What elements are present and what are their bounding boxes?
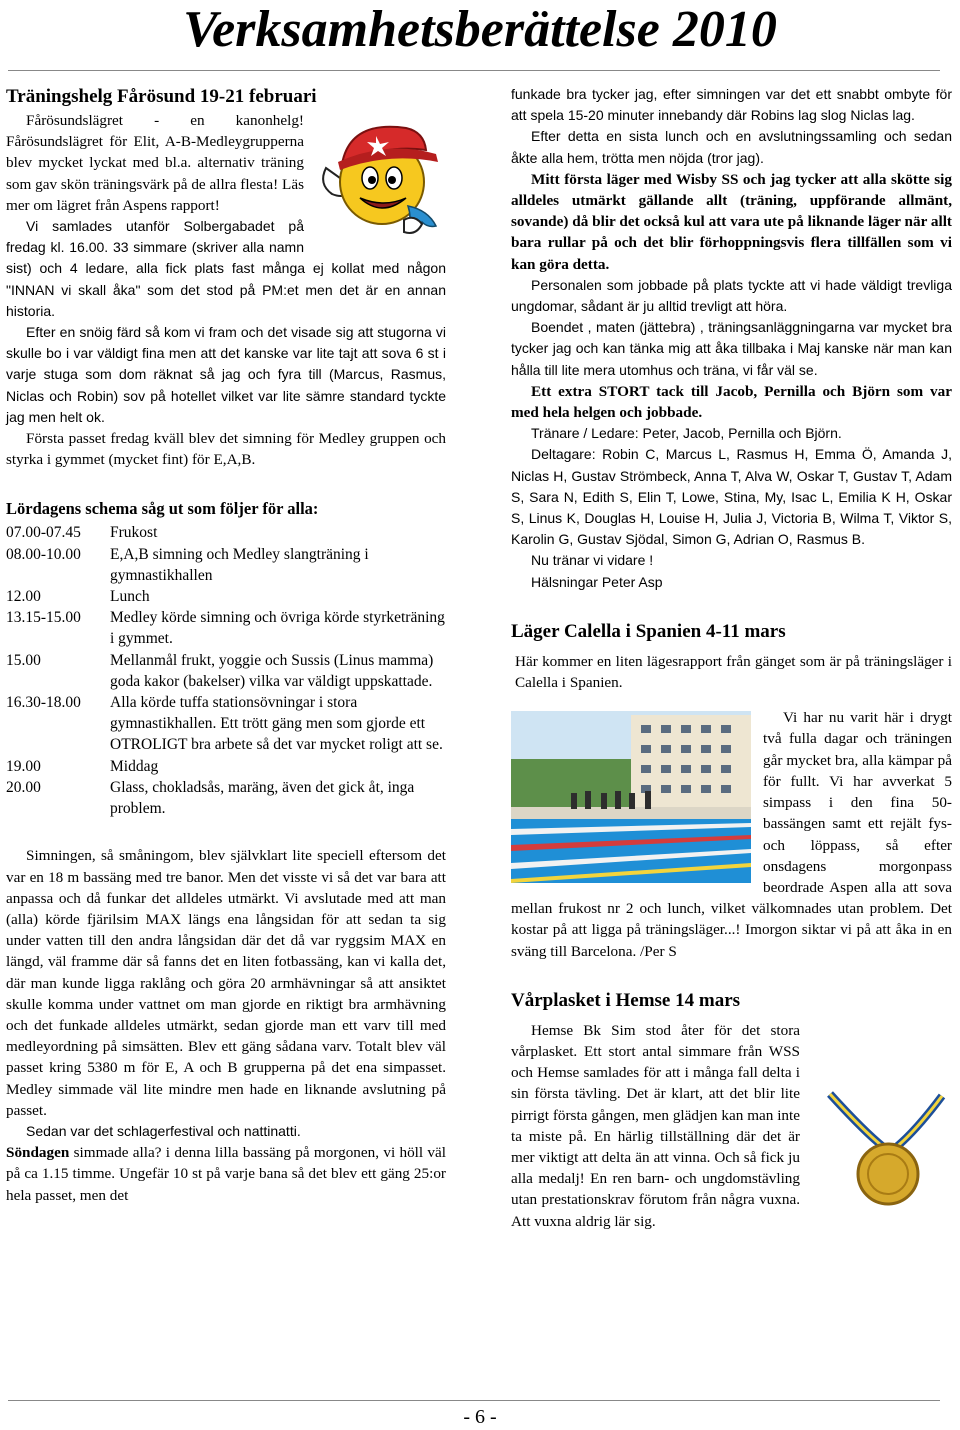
paragraph	[511, 707, 952, 961]
paragraph: Deltagare: Robin C, Marcus L, Rasmus H, Emma Ö, Amanda J, Niclas H, Gustav Strömbeck, Anna T, Alva W, Oskar T, Gustav T, Adam S, Sara N, Edith S, Elin T, Lowe, Stina, My, Isac L, Emilia K H, Oskar S, Linus K, Douglas H, Louise H, Julia J, Victoria B, Wilma T, Viktor S, Karolin G, Gustav Sjödal, Simon G, Adrian O, Rasmus B.	[511, 446, 952, 548]
schedule-activity: E,A,B simning och Medley slangträning i gymnastikhallen	[110, 545, 369, 584]
paragraph	[6, 1142, 446, 1206]
section-title-hemse: Vårplasket i Hemse 14 mars	[511, 989, 741, 1011]
smiley-mascot-icon	[316, 110, 446, 240]
schedule-activity: Mellanmål frukt, yoggie och Sussis (Linus mamma) goda kakor (bakelser) vilka var väldigt uppskattade.	[110, 651, 434, 690]
paragraph: Personalen som jobbade på plats tyckte att vi hade väldigt trevliga ungdomar, sådant är ju alltid trevligt att höra.	[511, 276, 952, 315]
paragraph: Simningen, så småningom, blev självklart lite speciell eftersom det var en 18 m bassäng med tre banor. Men det visste vi så det var bara att anpassa och då funkar det alldeles utmärkt. Vi avslutade med att man (alla) körde fjärilsim MAX längs ena långsidan för att sedan ta sig under vatten till den andra långsidan där det då var ryggsim MAX en längd, väl framme där så fanns det en liten fotbassäng, kan vi kalla det, där man kunde ligga raklång och göra 20 armhävningar så att ansiktet skulle komma under vattnet om man gjorde en riktigt bra armhävning och det funkade alldeles utmärkt, sedan gjorde man ett varv till med medleyordning på simsätten. Blev ett gäng sådana varv. Totalt blev väl passet kring 5380 m för E, A och B grupperna på det ena simpasset. Medley simmade väl lite mindre men hade en liknande avslutning på passet.	[6, 847, 446, 1119]
text: Hemse Bk Sim stod åter för det stora vårplasket. Ett stort antal simmare från WSS och Hemse samlades för att i många fall delta i sin första tävling. Det är klart, att det blir lite pirrigt första gången, men glädjen kan man inte ta miste på. En härlig tillställning där det är mer viktigt att delta än att vinna. Och så fick ju alla medalj! En ren barn- och ungdomstävling utan prestationskrav förutom från några vuxna. Att vuxna aldrig lär sig.	[511, 1021, 800, 1230]
footer-rule	[8, 1400, 940, 1401]
paragraph: Efter en snöig färd så kom vi fram och det visade sig att stugorna vi skulle bo i var väldigt fina men att det kanske var lite tajt att sova 6 st i varje stuga som dom räknat så jag och fyra till (Marcus, Rasmus, Niclas och Robin) sov på hotellet vilket var lite sämre standard tyckte jag men helt ok.	[6, 324, 446, 425]
schedule-activity: Frukost	[110, 524, 158, 542]
paragraph: Mitt första läger med Wisby SS och jag tycker att alla skötte sig alldeles utmärkt gällande allt (träning, uppförande allmänt, sovande) då blir det också kul att vara ute på liknande läger när allt bara rullar på och det blir förhoppningsvis flera tillfällen som vi kan göra detta.	[511, 170, 952, 273]
bold-text: Söndagen	[6, 1144, 70, 1162]
schedule-activity: Glass, chokladsås, maräng, även det gick åt, inga problem.	[110, 778, 415, 818]
paragraph: Fårösundslägret - en kanonhelg! Fårösundslägret för Elit, A-B-Medleygrupperna blev mycket lyckat med bl.a. alternativ träning som gav skön träningsvärk på de allra flesta! Läs mer om lägret från Aspens rapport!	[6, 112, 304, 214]
schedule-activity: Middag	[110, 757, 159, 775]
paragraph: Vi samlades utanför Solbergabadet på fredag kl. 16.00. 33 simmare (skriver alla namn sist) och 4 ledare, alla fick plats fast många ej kollat med någon "INNAN vi skall åka" som det stod på PM:et men det är en annan historia.	[6, 218, 446, 319]
text: simmade alla? i denna lilla bassäng på morgonen, vi höll väl på ca 1.15 timme. Ungefär 10 st på varje bana så det blev ett gäng 25:or hela passet, men det	[6, 1144, 446, 1204]
paragraph: Här kommer en liten lägesrapport från gänget som är på träningsläger i Calella i Spanien.	[515, 652, 952, 692]
swimming-pool-photo	[511, 711, 751, 883]
section-title-farosund: Träningshelg Fårösund 19-21 februari	[6, 86, 317, 107]
paragraph: Hälsningar Peter Asp	[531, 573, 663, 590]
paragraph	[511, 1020, 952, 1232]
schedule-activity: Lunch	[110, 588, 150, 606]
right-column	[511, 84, 952, 1232]
paragraph: funkade bra tycker jag, efter simningen var det ett snabbt ombyte för att spela 15-20 minuter innebandy där Robins lag slog Niclas lag.	[511, 86, 952, 124]
schedule-time: 13.15-15.00	[6, 609, 81, 627]
header-rule	[8, 70, 940, 71]
paragraph: Sedan var det schlagerfestival och nattinatti.	[26, 1122, 301, 1139]
schedule-table	[6, 522, 446, 819]
paragraph: Boendet , maten (jättebra) , träningsanläggningarna var mycket bra tycker jag och kan tänka mig att åka tillbaka i Maj kanske när man kan hålla till lite mera utomhus och träna, vi får väl se.	[511, 319, 952, 378]
paragraph: Nu tränar vi vidare !	[531, 552, 654, 569]
paragraph: Tränare / Ledare: Peter, Jacob, Pernilla och Björn.	[531, 425, 842, 442]
paragraph: Ett extra STORT tack till Jacob, Pernilla och Björn som var med hela helgen och jobbade.	[511, 382, 952, 422]
left-column	[6, 84, 446, 1206]
schedule-title: Lördagens schema såg ut som följer för alla:	[6, 499, 319, 519]
schedule-activity: Medley körde simning och övriga körde styrketräning i gymmet.	[110, 609, 445, 648]
paragraph: Första passet fredag kväll blev det simning för Medley gruppen och styrka i gymmet (mycket fint) för E,A,B.	[6, 430, 446, 469]
schedule-time: 20.00	[6, 778, 41, 796]
medal-icon	[812, 1090, 952, 1210]
schedule-time: 07.00-07.45	[6, 524, 81, 542]
schedule-activity: Alla körde tuffa stationsövningar i stora gymnastikhallen. Ett trött gäng men som gjorde ett OTROLIGT bra arbete så det var mycket roligt att se.	[110, 694, 443, 754]
schedule-time: 12.00	[6, 588, 41, 606]
page-title: Verksamhetsberättelse 2010	[183, 1, 777, 58]
section-title-calella: Läger Calella i Spanien 4-11 mars	[511, 620, 786, 642]
page-number: - 6 -	[463, 1406, 497, 1428]
schedule-time: 16.30-18.00	[6, 694, 81, 712]
schedule-time: 15.00	[6, 651, 41, 669]
paragraph: Efter detta en sista lunch och en avslutningssamling och sedan åkte alla hem, trötta men nöjda (tror jag).	[511, 128, 952, 166]
page-header	[0, 0, 960, 80]
text: Vi har nu varit här i drygt två fulla dagar och träningen går mycket bra, alla kämpar på för fullt. Vi har avverkat 5 simpass i den fina 50-bassängen samt ett rejält fys- och löppass, så efter onsdagens morgonpass beordrade Aspen alla att sova mellan frukost nr 2 och lunch, vilket välkomnades utan problem. Det kostar på att ligga på träningsläger...! Imorgon siktar vi på att åka in en sväng till Barcelona. /Per S	[511, 709, 952, 960]
schedule-time: 08.00-10.00	[6, 545, 81, 563]
schedule-time: 19.00	[6, 757, 41, 775]
